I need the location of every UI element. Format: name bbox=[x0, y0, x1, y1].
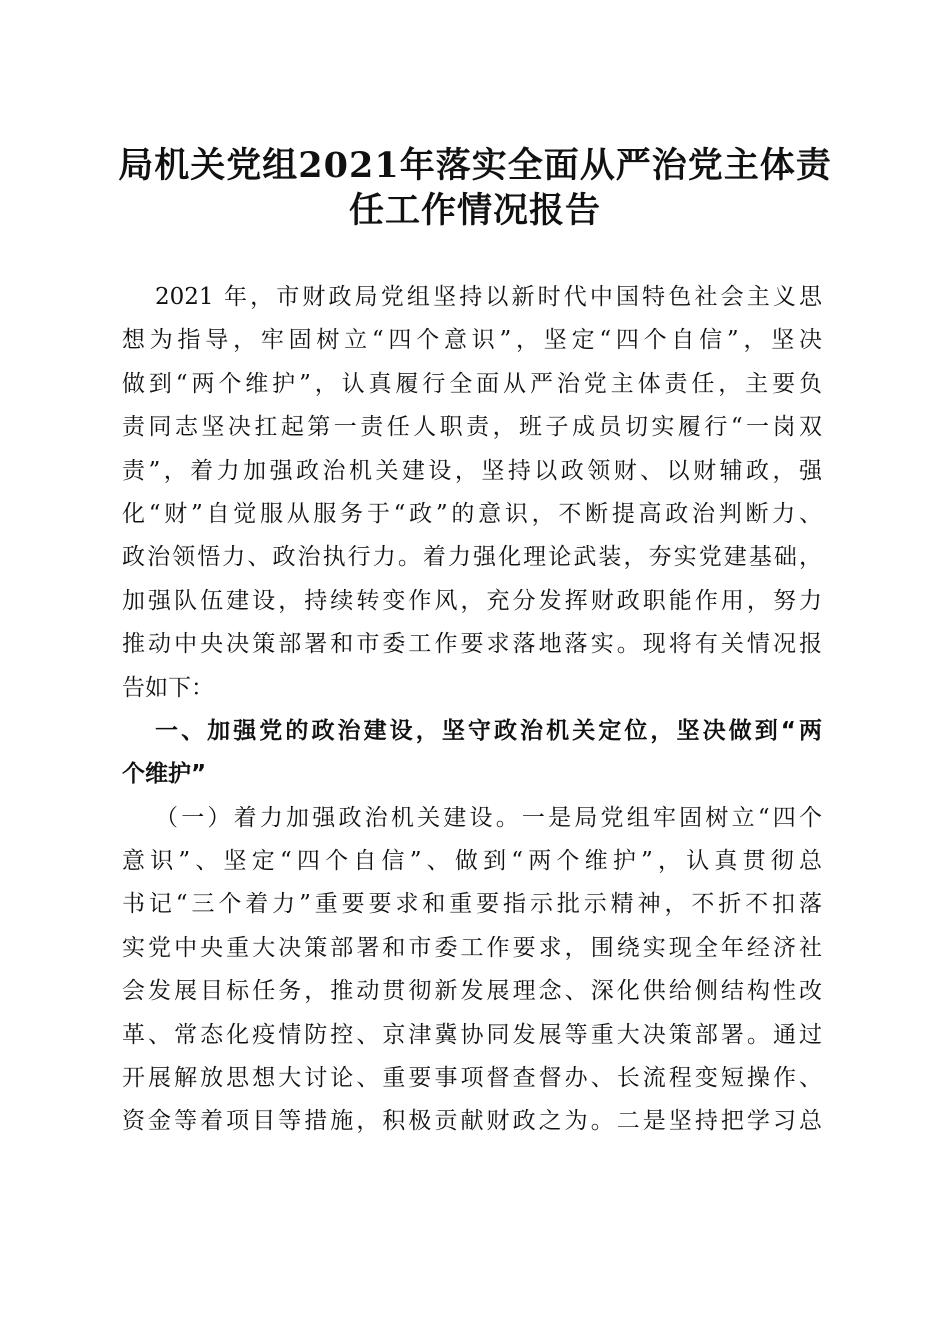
document-title-line-1: 局机关党组2021年落实全面从严治党主体责 bbox=[118, 145, 832, 186]
text-line: 意识”、坚定“四个自信”、做到“两个维护”，认真贯彻总 bbox=[122, 848, 822, 875]
text-line: 资金等着项目等措施，积极贡献财政之为。二是坚持把学习总 bbox=[122, 1108, 822, 1135]
text-line: 实党中央重大决策部署和市委工作要求，围绕实现全年经济社 bbox=[122, 934, 822, 961]
text-line: 政治领悟力、政治执行力。着力强化理论武装，夯实党建基础， bbox=[122, 544, 822, 571]
text-line: 想为指导，牢固树立“四个意识”，坚定“四个自信”，坚决 bbox=[122, 327, 822, 354]
text-line: 开展解放思想大讨论、重要事项督查督办、长流程变短操作、 bbox=[122, 1065, 822, 1092]
heading-line: 个维护” bbox=[122, 761, 207, 788]
text-line: 做到“两个维护”，认真履行全面从严治党主体责任，主要负 bbox=[122, 370, 822, 397]
text-line: 责”，着力加强政治机关建设，坚持以政领财、以财辅政，强 bbox=[122, 457, 822, 484]
document-body bbox=[122, 276, 822, 1144]
text-line: 革、常态化疫情防控、京津冀协同发展等重大决策部署。通过 bbox=[122, 1021, 822, 1048]
document-title-line-2: 任工作情况报告 bbox=[348, 190, 601, 231]
text-line: （一）着力加强政治机关建设。一是局党组牢固树立“四个 bbox=[155, 804, 822, 831]
section-heading-1 bbox=[122, 710, 822, 797]
text-line: 书记“三个着力”重要要求和重要指示批示精神，不折不扣落 bbox=[122, 891, 822, 918]
section-1-paragraph bbox=[122, 797, 822, 1144]
text-line: 会发展目标任务，推动贯彻新发展理念、深化供给侧结构性改 bbox=[122, 978, 822, 1005]
text-line: 化“财”自觉服从服务于“政”的意识，不断提高政治判断力、 bbox=[122, 500, 822, 527]
text-line: 2021 年，市财政局党组坚持以新时代中国特色社会主义思 bbox=[155, 284, 822, 310]
text-line: 责同志坚决扛起第一责任人职责，班子成员切实履行“一岗双 bbox=[122, 414, 822, 441]
text-line: 推动中央决策部署和市委工作要求落地落实。现将有关情况报 bbox=[122, 631, 822, 658]
text-line: 告如下： bbox=[122, 674, 214, 701]
text-line: 加强队伍建设，持续转变作风，充分发挥财政职能作用，努力 bbox=[122, 587, 822, 614]
heading-line: 一、加强党的政治建设，坚守政治机关定位，坚决做到“两 bbox=[155, 717, 822, 744]
intro-paragraph bbox=[122, 276, 822, 710]
